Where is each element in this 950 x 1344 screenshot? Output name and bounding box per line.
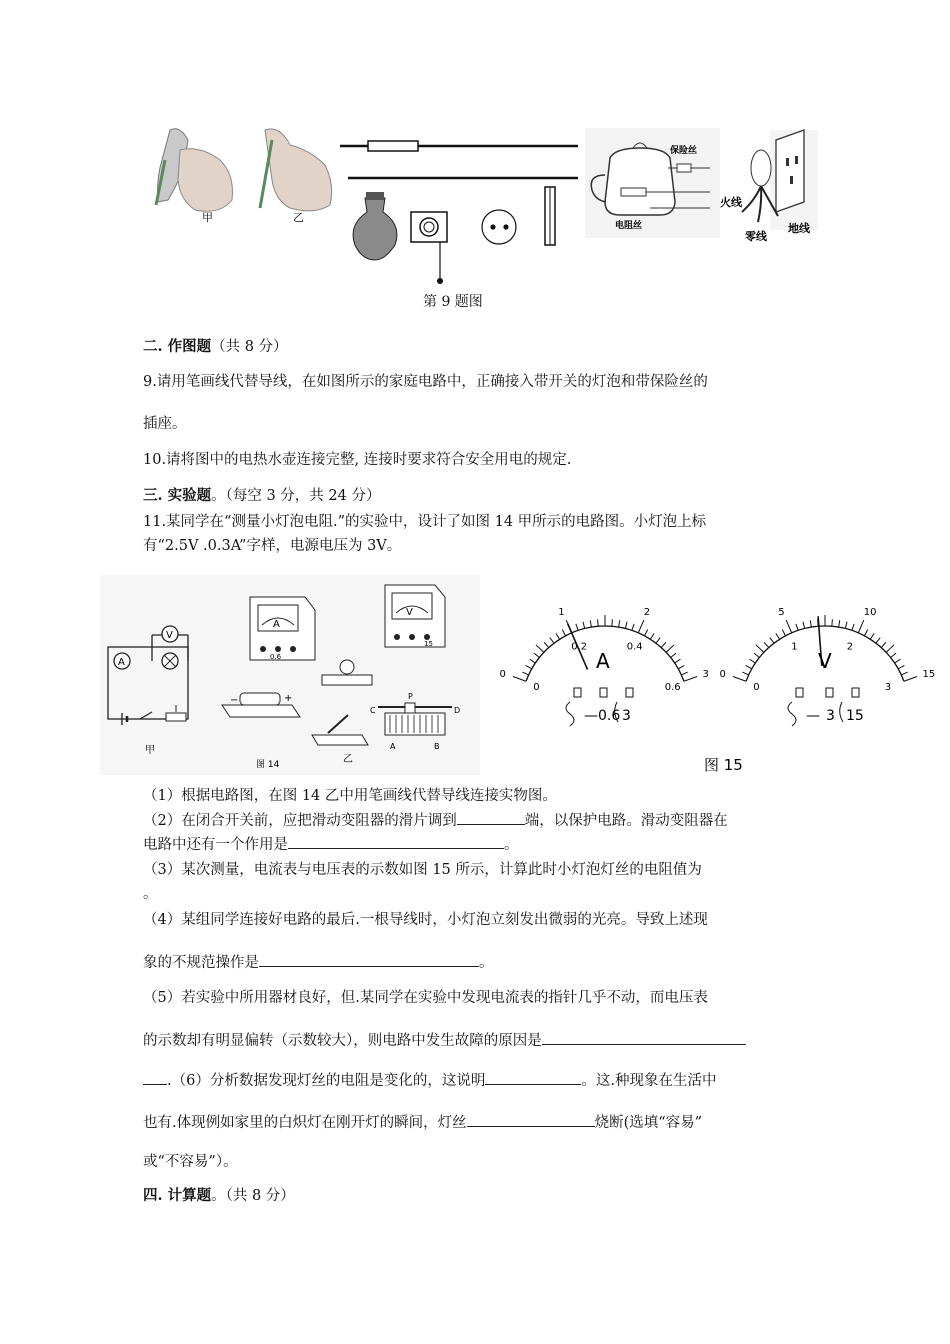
ammeter-tick [666, 645, 674, 653]
ammeter-tick [550, 638, 554, 644]
q11-part-2-line-1 [143, 810, 728, 831]
voltmeter-tick [776, 633, 780, 639]
q11-part-3-line-1: （3）某次测量，电流表与电压表的示数如图 15 所示，计算此时小灯泡灯丝的电阻值为 [143, 862, 702, 878]
q9-line-1: 9.请用笔画线代替导线，在如图所示的家庭电路中，正确接入带开关的灯泡和带保险丝的 [143, 374, 708, 390]
ammeter-tick [671, 653, 676, 657]
voltmeter-tick [881, 642, 886, 647]
ammeter-device-icon [250, 597, 315, 660]
figure-9-drawing [140, 120, 820, 290]
fuse-box-icon [545, 187, 555, 245]
ammeter-tick [526, 665, 532, 668]
q11-part-2-text-c: 电路中还有一个作用是 [143, 837, 288, 853]
q11-part-4-text-b: 象的不规范操作是 [143, 955, 259, 971]
rheostat-device-icon [378, 703, 452, 735]
rheostat-symbol [166, 713, 186, 721]
q11-part-2-text-a: （2）在闭合开关前，应把滑动变阻器的滑片调到 [143, 813, 457, 829]
section-3-points: 。（每空 3 分，共 24 分） [211, 488, 381, 504]
voltmeter-inner-tick-label: 1 [791, 641, 798, 653]
test-pen-hand-jia-icon [156, 129, 233, 212]
q11-line-2: 有“2.5V .0.3A”字样，电源电压为 3V。 [143, 538, 402, 554]
ammeter-outer-tick-label: 1 [558, 606, 565, 618]
voltmeter-tick [750, 659, 756, 663]
voltmeter-device-label: V [406, 607, 413, 618]
rheostat-d: D [454, 706, 461, 715]
ammeter-tick [650, 633, 654, 639]
ammeter-tick [562, 630, 565, 636]
q11-part-6-text-b: 。这.种现象在生活中 [581, 1073, 717, 1089]
q11-part-6-line-1 [143, 1070, 716, 1091]
section-4-heading: 四. 计算题 [143, 1187, 212, 1204]
voltmeter-term-neg: — [806, 708, 820, 724]
q11-part-5-text-b: 的示数却有明显偏转（示数较大），则电路中发生故障的原因是 [143, 1033, 542, 1049]
q11-line-1: 11.某同学在“测量小灯泡电阻.”的实验中，设计了如图 14 甲所示的电路图。小灯泡上标 [143, 514, 707, 530]
figure-9-caption: 第 9 题图 [423, 294, 483, 310]
ammeter-tick [678, 665, 684, 668]
battery-box-icon [222, 693, 300, 717]
ammeter-tick [675, 659, 681, 663]
figure-9 [140, 120, 820, 290]
ammeter-tick [625, 622, 627, 629]
ammeter-tick [661, 642, 666, 647]
ammeter-device-label: A [273, 619, 280, 630]
ground-wire-label: 地线 [788, 222, 810, 235]
voltmeter-tick [764, 642, 769, 647]
answer-blank-improper-operation[interactable] [259, 952, 479, 967]
wall-switch-icon [411, 212, 447, 284]
q11-part-4-line-2 [143, 952, 494, 973]
ammeter-tick [556, 633, 560, 639]
q11-part-6-text-c: 也有.体现例如家里的白炽灯在刚开灯的瞬间，灯丝 [143, 1115, 467, 1131]
plug-wall-icon [742, 130, 818, 230]
voltmeter-tick [810, 620, 811, 627]
section-4-title [143, 1186, 295, 1206]
voltmeter-term-3: 3 [826, 708, 835, 724]
q11-part-5-line-1: （5）若实验中所用器材良好，但.某同学在实验中发现电流表的指针几乎不动，而电压表 [143, 990, 708, 1006]
section-2-points: （共 8 分） [211, 339, 288, 355]
figure-15-caption: 图 15 [704, 756, 743, 774]
voltmeter-tick [901, 672, 907, 675]
voltmeter-tick [858, 620, 864, 633]
label-jia: 甲 [202, 211, 213, 224]
q11-part-4-line-1: （4）某组同学连接好电路的最后.一根导线时，小灯泡立刻发出微弱的光亮。导致上述现 [143, 912, 708, 928]
ammeter-tick [576, 624, 578, 631]
voltmeter-tick [796, 624, 798, 631]
voltmeter-tick [904, 676, 917, 681]
voltmeter-inner-tick-label: 0 [753, 682, 760, 694]
answer-blank-fault-cause[interactable] [542, 1030, 746, 1045]
label-yi-14: 乙 [343, 754, 353, 765]
q11-part-6-line-2 [143, 1112, 702, 1133]
voltmeter-tick [895, 659, 901, 663]
voltmeter-tick [870, 633, 874, 639]
voltmeter-inner-tick-label: 2 [846, 641, 854, 653]
voltmeter-tick [886, 645, 894, 653]
q11-part-4-text-c: 。 [479, 955, 494, 971]
q11-part-5-line-2 [143, 1030, 746, 1051]
q11-part-2-text-b: 端，以保护电路。滑动变阻器在 [524, 813, 728, 829]
figure-14-drawing [100, 575, 480, 775]
ammeter-tick [513, 676, 526, 681]
q11-part-3-line-2: 。 [143, 886, 158, 902]
test-pen-hand-yi-icon [260, 129, 332, 211]
voltmeter-outer-tick-label: 0 [719, 669, 726, 681]
ammeter-inner-tick-label: 0.2 [571, 641, 588, 653]
section-3-title [143, 486, 380, 506]
voltmeter-tick [742, 672, 748, 675]
label-jia-14: 甲 [145, 745, 155, 756]
voltmeter-outer-tick-label: 10 [863, 606, 877, 618]
q11-part-2-text-d: 。 [504, 837, 519, 853]
figure-15 [499, 580, 936, 775]
voltmeter-tick [803, 622, 805, 629]
ammeter-tick [534, 653, 539, 657]
voltmeter-tick [746, 665, 752, 668]
answer-blank-rheostat-role[interactable] [288, 834, 504, 849]
rheostat-p: P [408, 692, 413, 701]
ammeter-tick [644, 630, 647, 636]
ammeter-tick [530, 659, 536, 663]
voltmeter-outer-tick-label: 5 [778, 606, 785, 618]
voltmeter-symbol-label: V [166, 630, 173, 641]
neutral-wire-label: 零线 [745, 230, 767, 243]
ammeter-term-06: 0.6 [598, 708, 621, 724]
ammeter-tick [544, 642, 549, 647]
voltmeter-tick [839, 620, 840, 627]
section-2-title [143, 337, 288, 357]
q10-text: 10.请将图中的电热水壶连接完整, 连接时要求符合安全用电的规定. [143, 452, 572, 468]
voltmeter-tick [864, 630, 867, 636]
q11-part-6-text-d: 烧断(选填“容易” [594, 1115, 703, 1131]
ammeter-tick [612, 619, 613, 626]
ammeter-outer-tick-label: 2 [643, 606, 651, 618]
ammeter-tick [598, 619, 599, 626]
ammeter-tick [656, 638, 660, 644]
ammeter-inner-tick-label: 0.6 [664, 682, 681, 694]
voltmeter-tick [845, 622, 847, 629]
voltmeter-tick [786, 620, 792, 633]
figure-14 [100, 575, 480, 775]
rheostat-c: C [370, 706, 376, 715]
section-3-heading: 三. 实验题 [143, 487, 212, 504]
q11-part-1: （1）根据电路图，在图 14 乙中用笔画线代替导线连接实物图。 [143, 788, 557, 804]
ammeter-symbol-label: A [118, 657, 125, 668]
ammeter-tick [619, 620, 620, 627]
answer-blank-resistance-change[interactable] [485, 1070, 581, 1085]
ammeter-tick [632, 624, 634, 631]
fuse-label: 保险丝 [670, 146, 698, 156]
socket-icon [482, 210, 516, 244]
answer-blank-easy-or-not[interactable] [467, 1112, 595, 1127]
ammeter-outer-tick-label: 3 [702, 669, 709, 681]
ammeter-outer-tick-label: 0 [499, 669, 506, 681]
svg-text:+: + [284, 693, 293, 704]
electric-kettle-icon [585, 128, 720, 238]
q11-part-6-text-a: .（6）分析数据发现灯丝的电阻是变化的，这说明 [167, 1073, 486, 1089]
voltmeter-tick [832, 619, 833, 626]
voltmeter-tick [898, 665, 904, 668]
voltmeter-device-icon [385, 585, 445, 647]
ammeter-term-3: 3 [622, 708, 631, 724]
ammeter-inner-tick-label: 0.4 [626, 641, 643, 653]
voltmeter-dial-unit: V [818, 649, 832, 673]
resistor-label: 电阻丝 [615, 221, 643, 231]
figure-14-caption: 图 14 [256, 760, 280, 770]
voltmeter-term-15: 15 [846, 708, 864, 724]
ammeter-tick [681, 672, 687, 675]
ammeter-tick [590, 620, 591, 627]
voltmeter-tick [733, 676, 746, 681]
live-wire-label: 火线 [720, 196, 742, 209]
svg-text:−: − [230, 695, 239, 706]
ammeter-tick [684, 676, 697, 681]
q11-part-2-line-2 [143, 834, 519, 855]
q11-part-6-line-3: 或“不容易”）。 [143, 1154, 238, 1170]
answer-blank-fault-cause-cont[interactable] [143, 1070, 167, 1085]
section-4-points: 。（共 8 分） [211, 1188, 295, 1204]
ammeter-tick [536, 645, 544, 653]
light-bulb-icon [353, 192, 397, 260]
voltmeter-tick [756, 645, 764, 653]
voltmeter-tick [754, 653, 759, 657]
rheostat-b: B [434, 742, 440, 751]
rheostat-a: A [390, 742, 396, 751]
voltmeter-tick [876, 638, 880, 644]
voltmeter-terminal-15: 15 [424, 640, 433, 648]
q9-line-2: 插座。 [143, 416, 187, 432]
ammeter-term-neg: — [584, 708, 598, 724]
ammeter-dial-unit: A [596, 649, 610, 673]
ammeter-terminal-06: 0.6 [270, 653, 282, 661]
answer-blank-slider-end[interactable] [457, 810, 525, 825]
fuse-symbol [368, 141, 418, 151]
figure-15-drawing [499, 580, 936, 775]
section-2-heading: 二. 作图题 [143, 338, 212, 355]
voltmeter-tick [852, 624, 854, 631]
ammeter-inner-tick-label: 0 [533, 682, 540, 694]
voltmeter-tick [891, 653, 896, 657]
voltmeter-tick [770, 638, 774, 644]
voltmeter-outer-tick-label: 15 [922, 669, 936, 681]
ammeter-tick [583, 622, 585, 629]
ammeter-tick [522, 672, 528, 675]
ammeter-tick [638, 620, 644, 633]
label-yi: 乙 [293, 211, 304, 224]
voltmeter-inner-tick-label: 3 [884, 682, 892, 694]
voltmeter-tick [782, 630, 785, 636]
